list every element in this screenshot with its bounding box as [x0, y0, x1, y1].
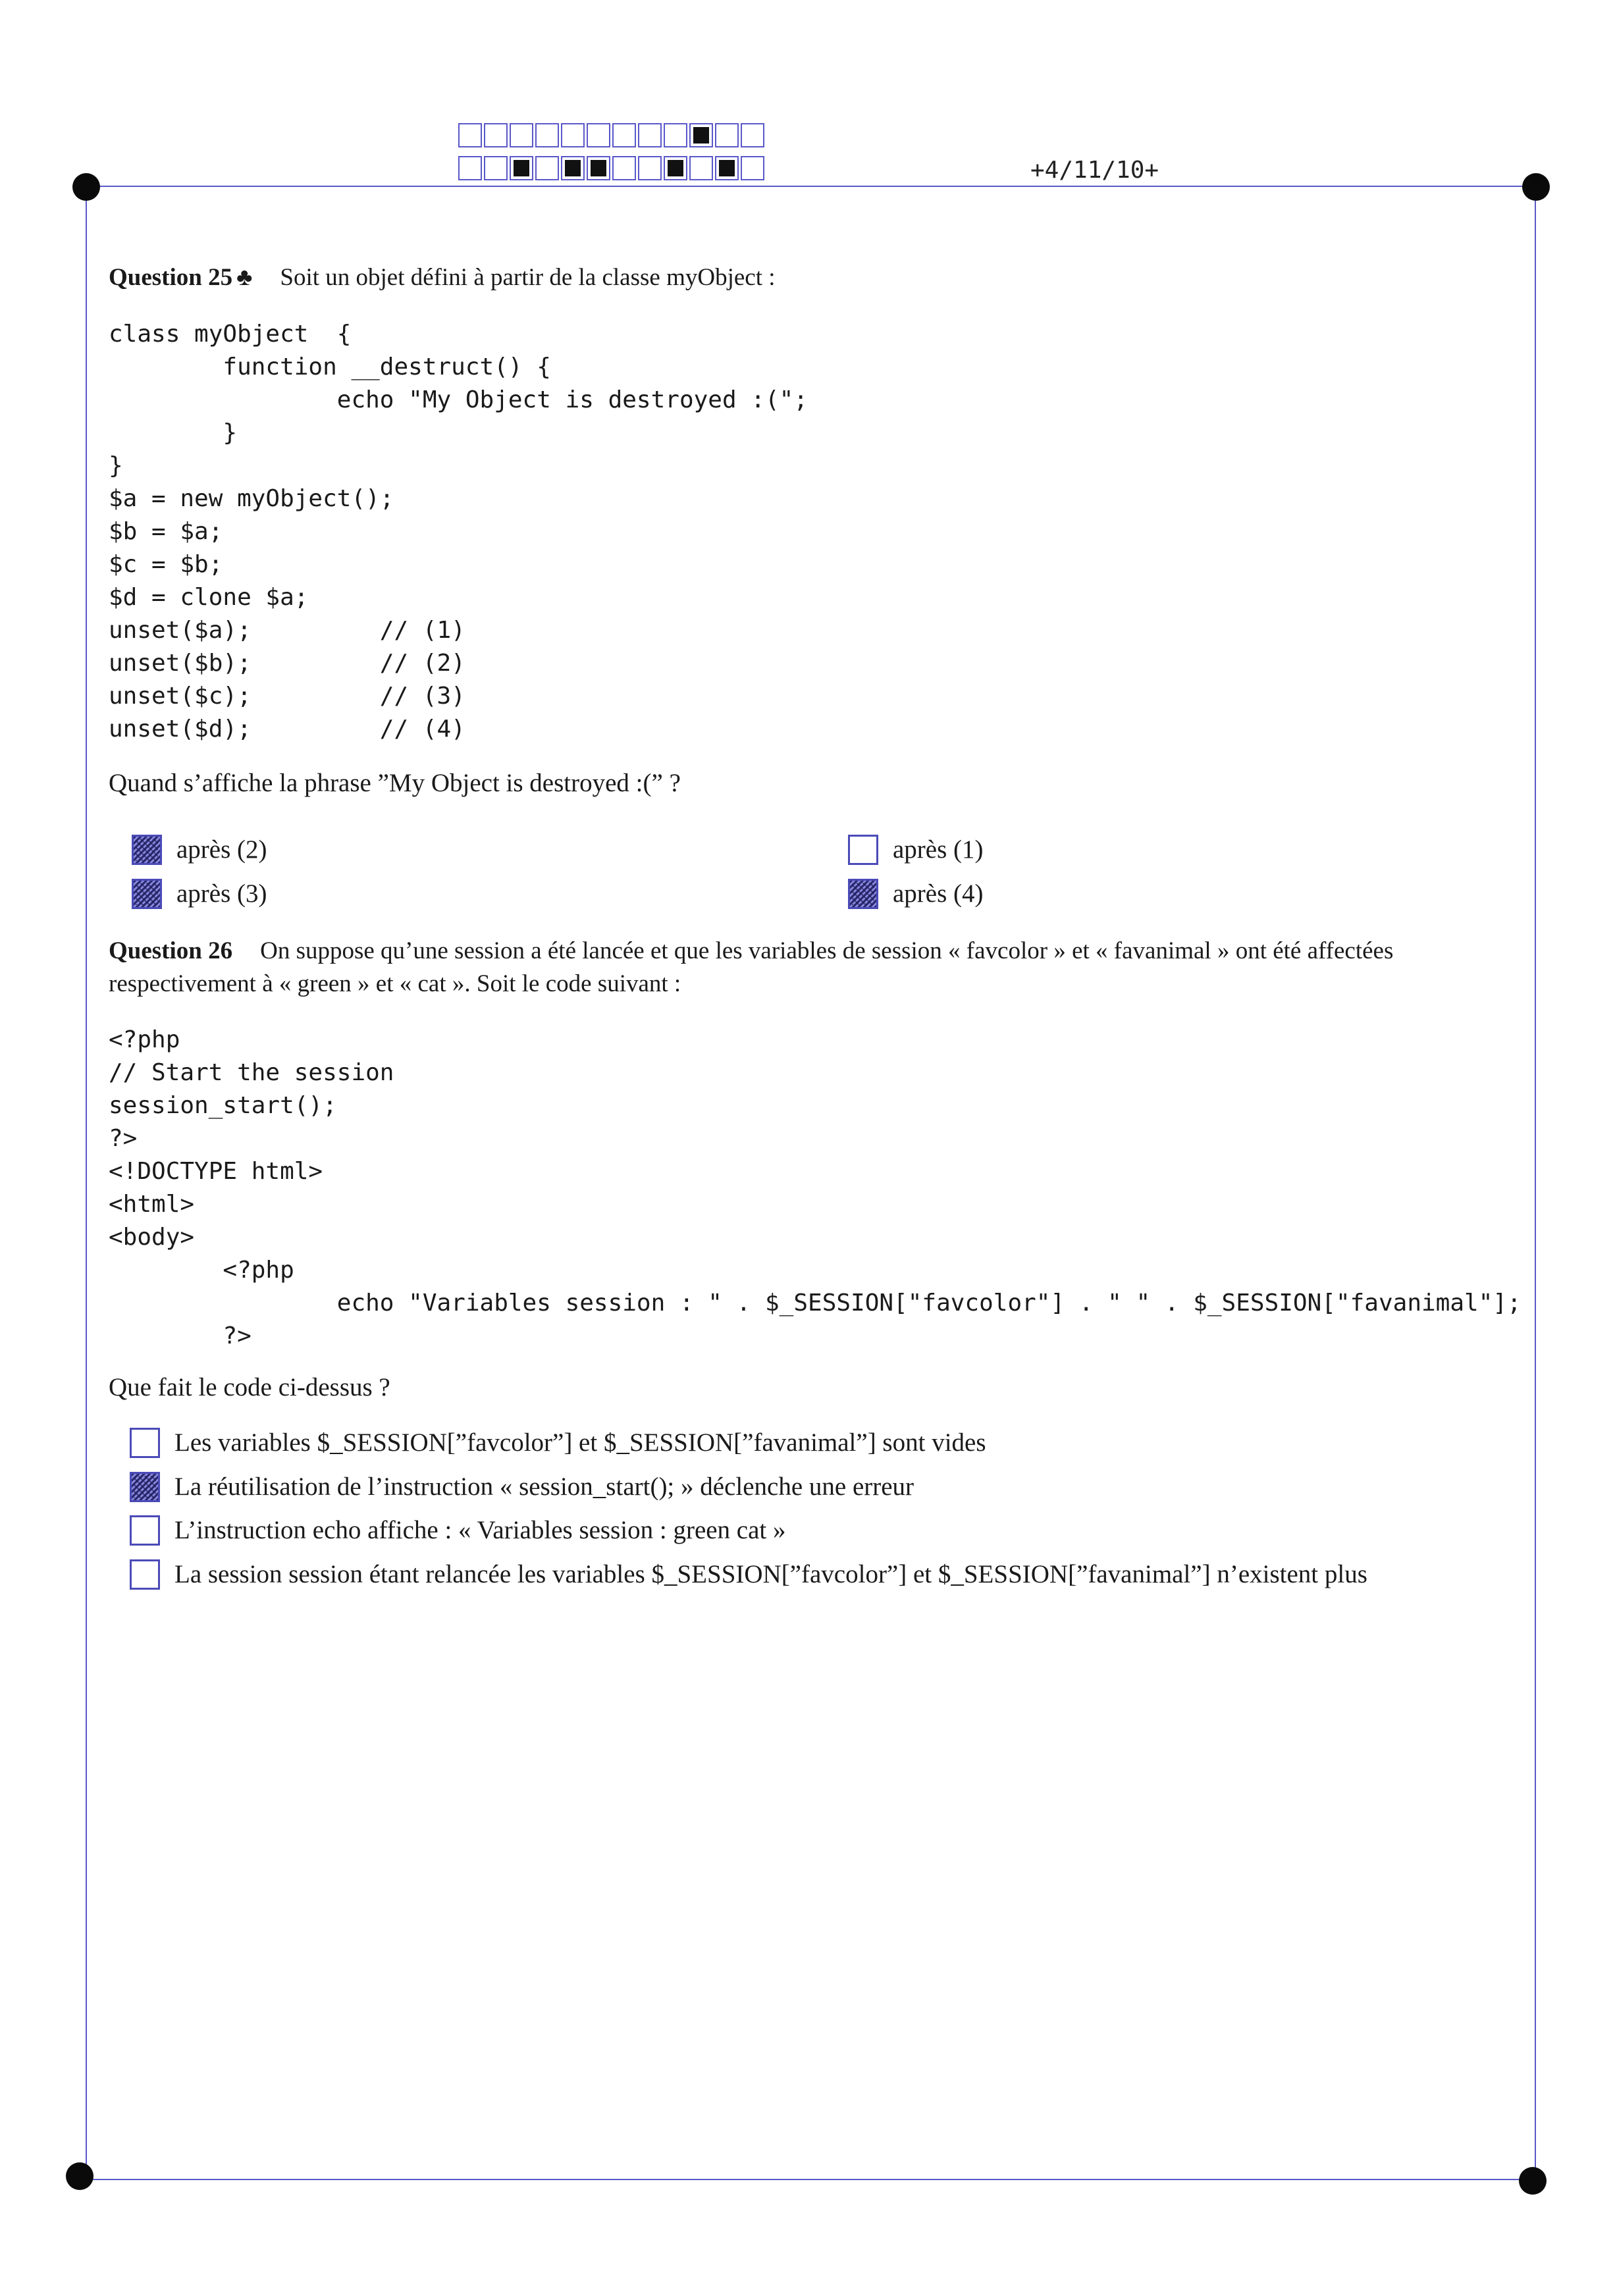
barcode-top-cell — [638, 123, 662, 147]
barcode-top-cell — [458, 123, 482, 147]
code-line: unset($d); // (4) — [109, 716, 465, 743]
code-line: } — [109, 452, 123, 479]
barcode-top-row — [458, 123, 766, 147]
barcode-top-cell — [715, 123, 739, 147]
code-line: echo "Variables session : " . $_SESSION["favcolor"] . " " . $_SESSION["favanimal"]; — [109, 1290, 1522, 1317]
corner-marker-top-left — [72, 173, 100, 201]
club-icon: ♣ — [236, 264, 253, 291]
answer-label: après (3) — [176, 879, 267, 908]
answer-label: La réutilisation de l’instruction « session_start(); » déclenche une erreur — [174, 1473, 914, 1501]
code-line: <?php — [109, 1026, 180, 1053]
barcode-bottom-cell — [689, 156, 713, 180]
code-line: unset($a); // (1) — [109, 617, 465, 644]
checkbox[interactable] — [848, 879, 878, 909]
code-line: class myObject { — [109, 321, 352, 348]
checkbox[interactable] — [130, 1428, 160, 1458]
code-line: $c = $b; — [109, 551, 223, 578]
code-line: $a = new myObject(); — [109, 485, 394, 512]
question-25-text: Soit un objet défini à partir de la classe myObject : — [280, 264, 776, 291]
barcode-top-cell — [689, 123, 713, 147]
code-line: function __destruct() { — [109, 353, 551, 380]
answer-label: L’instruction echo affiche : « Variables session : green cat » — [174, 1516, 786, 1544]
checkbox[interactable] — [130, 1559, 160, 1590]
question-25-label: Question 25 — [109, 264, 233, 291]
barcode-bottom-cell — [715, 156, 739, 180]
barcode-top-cell — [587, 123, 610, 147]
question-26-label: Question 26 — [109, 937, 233, 964]
code-line: session_start(); — [109, 1092, 337, 1119]
corner-marker-bottom-right — [1519, 2167, 1547, 2195]
barcode-top-cell — [741, 123, 764, 147]
checkbox[interactable] — [130, 1515, 160, 1546]
barcode-bottom-cell — [561, 156, 585, 180]
code-line: unset($b); // (2) — [109, 650, 465, 677]
barcode-top-cell — [664, 123, 687, 147]
barcode-bottom-cell — [741, 156, 764, 180]
q26-answer-1[interactable] — [130, 1426, 986, 1459]
q26-answer-3[interactable] — [130, 1514, 786, 1547]
checkbox[interactable] — [848, 835, 878, 865]
corner-marker-bottom-left — [66, 2162, 93, 2190]
code-line: ?> — [109, 1125, 138, 1152]
answer-label: La session session étant relancée les variables $_SESSION[”favcolor”] et $_SESSION[”favanimal”] n’existent plus — [174, 1560, 1367, 1588]
q25-answer-3[interactable] — [132, 877, 267, 910]
question-26-prompt: Que fait le code ci-dessus ? — [109, 1373, 390, 1401]
barcode-bottom-cell — [484, 156, 508, 180]
barcode-bottom-row — [458, 156, 766, 180]
code-line: <?php — [109, 1257, 294, 1284]
q25-answer-1[interactable] — [132, 833, 267, 866]
question-26-heading — [109, 935, 1518, 1001]
code-line: unset($c); // (3) — [109, 683, 465, 710]
q25-answer-2[interactable] — [848, 833, 984, 866]
corner-marker-top-right — [1522, 173, 1550, 201]
barcode-bottom-cell — [587, 156, 610, 180]
barcode-bottom-cell — [612, 156, 636, 180]
question-25-prompt: Quand s’affiche la phrase ”My Object is destroyed :(” ? — [109, 769, 681, 797]
barcode-top-cell — [484, 123, 508, 147]
checkbox[interactable] — [130, 1472, 160, 1502]
code-line: } — [109, 419, 238, 446]
barcode-bottom-cell — [664, 156, 687, 180]
barcode-bottom-cell — [638, 156, 662, 180]
answer-label: Les variables $_SESSION[”favcolor”] et $_SESSION[”favanimal”] sont vides — [174, 1428, 986, 1457]
code-line: <!DOCTYPE html> — [109, 1158, 323, 1185]
answer-label: après (4) — [893, 879, 984, 908]
barcode-top-cell — [561, 123, 585, 147]
barcode-bottom-cell — [535, 156, 559, 180]
barcode-top-cell — [612, 123, 636, 147]
code-line: $d = clone $a; — [109, 584, 309, 611]
answer-label: après (2) — [176, 835, 267, 864]
checkbox[interactable] — [132, 879, 162, 909]
question-25-code — [109, 318, 808, 746]
code-line: <body> — [109, 1224, 195, 1251]
checkbox[interactable] — [132, 835, 162, 865]
question-26-code — [109, 1024, 1522, 1353]
barcode-bottom-cell — [458, 156, 482, 180]
code-line: // Start the session — [109, 1059, 394, 1086]
barcode-top-cell — [535, 123, 559, 147]
code-line: ?> — [109, 1322, 252, 1349]
code-line: <html> — [109, 1191, 195, 1218]
question-25-heading — [109, 261, 1518, 294]
q25-answer-4[interactable] — [848, 877, 984, 910]
code-line: echo "My Object is destroyed :("; — [109, 386, 808, 413]
q26-answer-2[interactable] — [130, 1471, 914, 1503]
barcode-bottom-cell — [510, 156, 533, 180]
page-id: +4/11/10+ — [1030, 157, 1159, 184]
q26-answer-4[interactable] — [130, 1558, 1367, 1591]
code-line: $b = $a; — [109, 518, 223, 545]
answer-label: après (1) — [893, 835, 984, 864]
barcode-top-cell — [510, 123, 533, 147]
question-26-text: On suppose qu’une session a été lancée et que les variables de session « favcolor » et « favanimal » ont été affectées respectivement à « green » et « cat ». Soit le code suivant : — [109, 937, 1394, 997]
